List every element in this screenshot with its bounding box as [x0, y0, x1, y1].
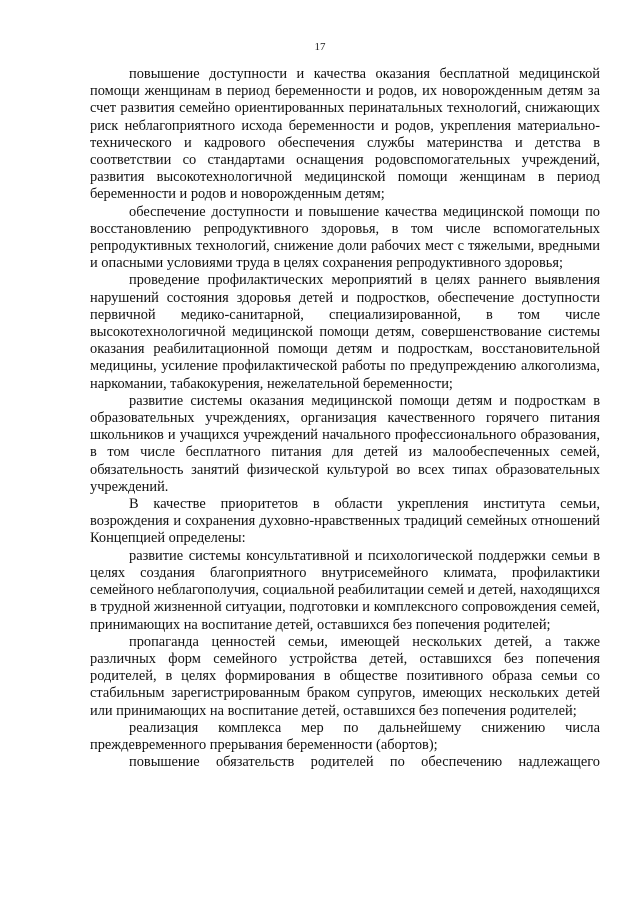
- paragraph: развитие системы оказания медицинской помощи детям и подросткам в образовательных учреждениях, организация качественного горячего питания школьников и учащихся учреждений начального профессионального образования, в том числе бесплатного питания для детей из малообеспеченных семей, обязательность занятий физической культурой во всех типах образовательных учреждений.: [90, 392, 600, 495]
- paragraph: повышение обязательств родителей по обеспечению надлежащего: [129, 754, 600, 771]
- paragraph: В качестве приоритетов в области укрепления института семьи, возрождения и сохранения духовно-нравственных традиций семейных отношений Концепцией определены:: [90, 496, 600, 547]
- paragraph: обеспечение доступности и повышение качества медицинской помощи по восстановлению репродуктивного здоровья, в том числе вспомогательных репродуктивных технологий, снижение доли рабочих мест с тяжелыми, вредными и опасными условиями труда в целях сохранения репродуктивного здоровья;: [90, 203, 600, 272]
- paragraph: развитие системы консультативной и психологической поддержки семьи в целях создания благоприятного внутрисемейного климата, профилактики семейного неблагополучия, социальной реабилитации семей и детей, находящихся в трудной жизненной ситуации, подготовки и комплексного сопровождения семей, принимающих на воспитание детей, оставшихся без попечения родителей;: [90, 547, 600, 633]
- page-number: 17: [314, 41, 326, 53]
- paragraph: реализация комплекса мер по дальнейшему снижению числа преждевременного прерывания беременности (абортов);: [90, 719, 600, 753]
- paragraph: повышение доступности и качества оказания бесплатной медицинской помощи женщинам в период беременности и родов, их новорожденным детям за счет развития семейно ориентированных перинатальных технологий, снижающих риск неблагоприятного исхода беременности и родов, укрепления материально-технического и кадрового обеспечения службы материнства и детства в соответствии со стандартами оснащения родовспомогательных учреждений, развития высокотехнологичной медицинской помощи женщинам в период беременности и родов и новорожденным детям;: [90, 66, 600, 203]
- paragraph: пропаганда ценностей семьи, имеющей нескольких детей, а также различных форм семейного устройства детей, оставшихся без попечения родителей, в целях формирования в обществе позитивного образа семьи со стабильным зарегистрированным браком супругов, имеющих нескольких детей или принимающих на воспитание детей, оставшихся без попечения родителей;: [90, 633, 600, 719]
- paragraph: проведение профилактических мероприятий в целях раннего выявления нарушений состояния здоровья детей и подростков, обеспечение доступности первичной медико-санитарной, специализированной, в том числе высокотехнологичной медицинской помощи детям, совершенствование системы оказания реабилитационной помощи детям и подросткам, восстановительной медицины, усиление профилактической работы по предупреждению алкоголизма, наркомании, табакокурения, нежелательной беременности;: [90, 272, 600, 392]
- document-body: [90, 66, 600, 771]
